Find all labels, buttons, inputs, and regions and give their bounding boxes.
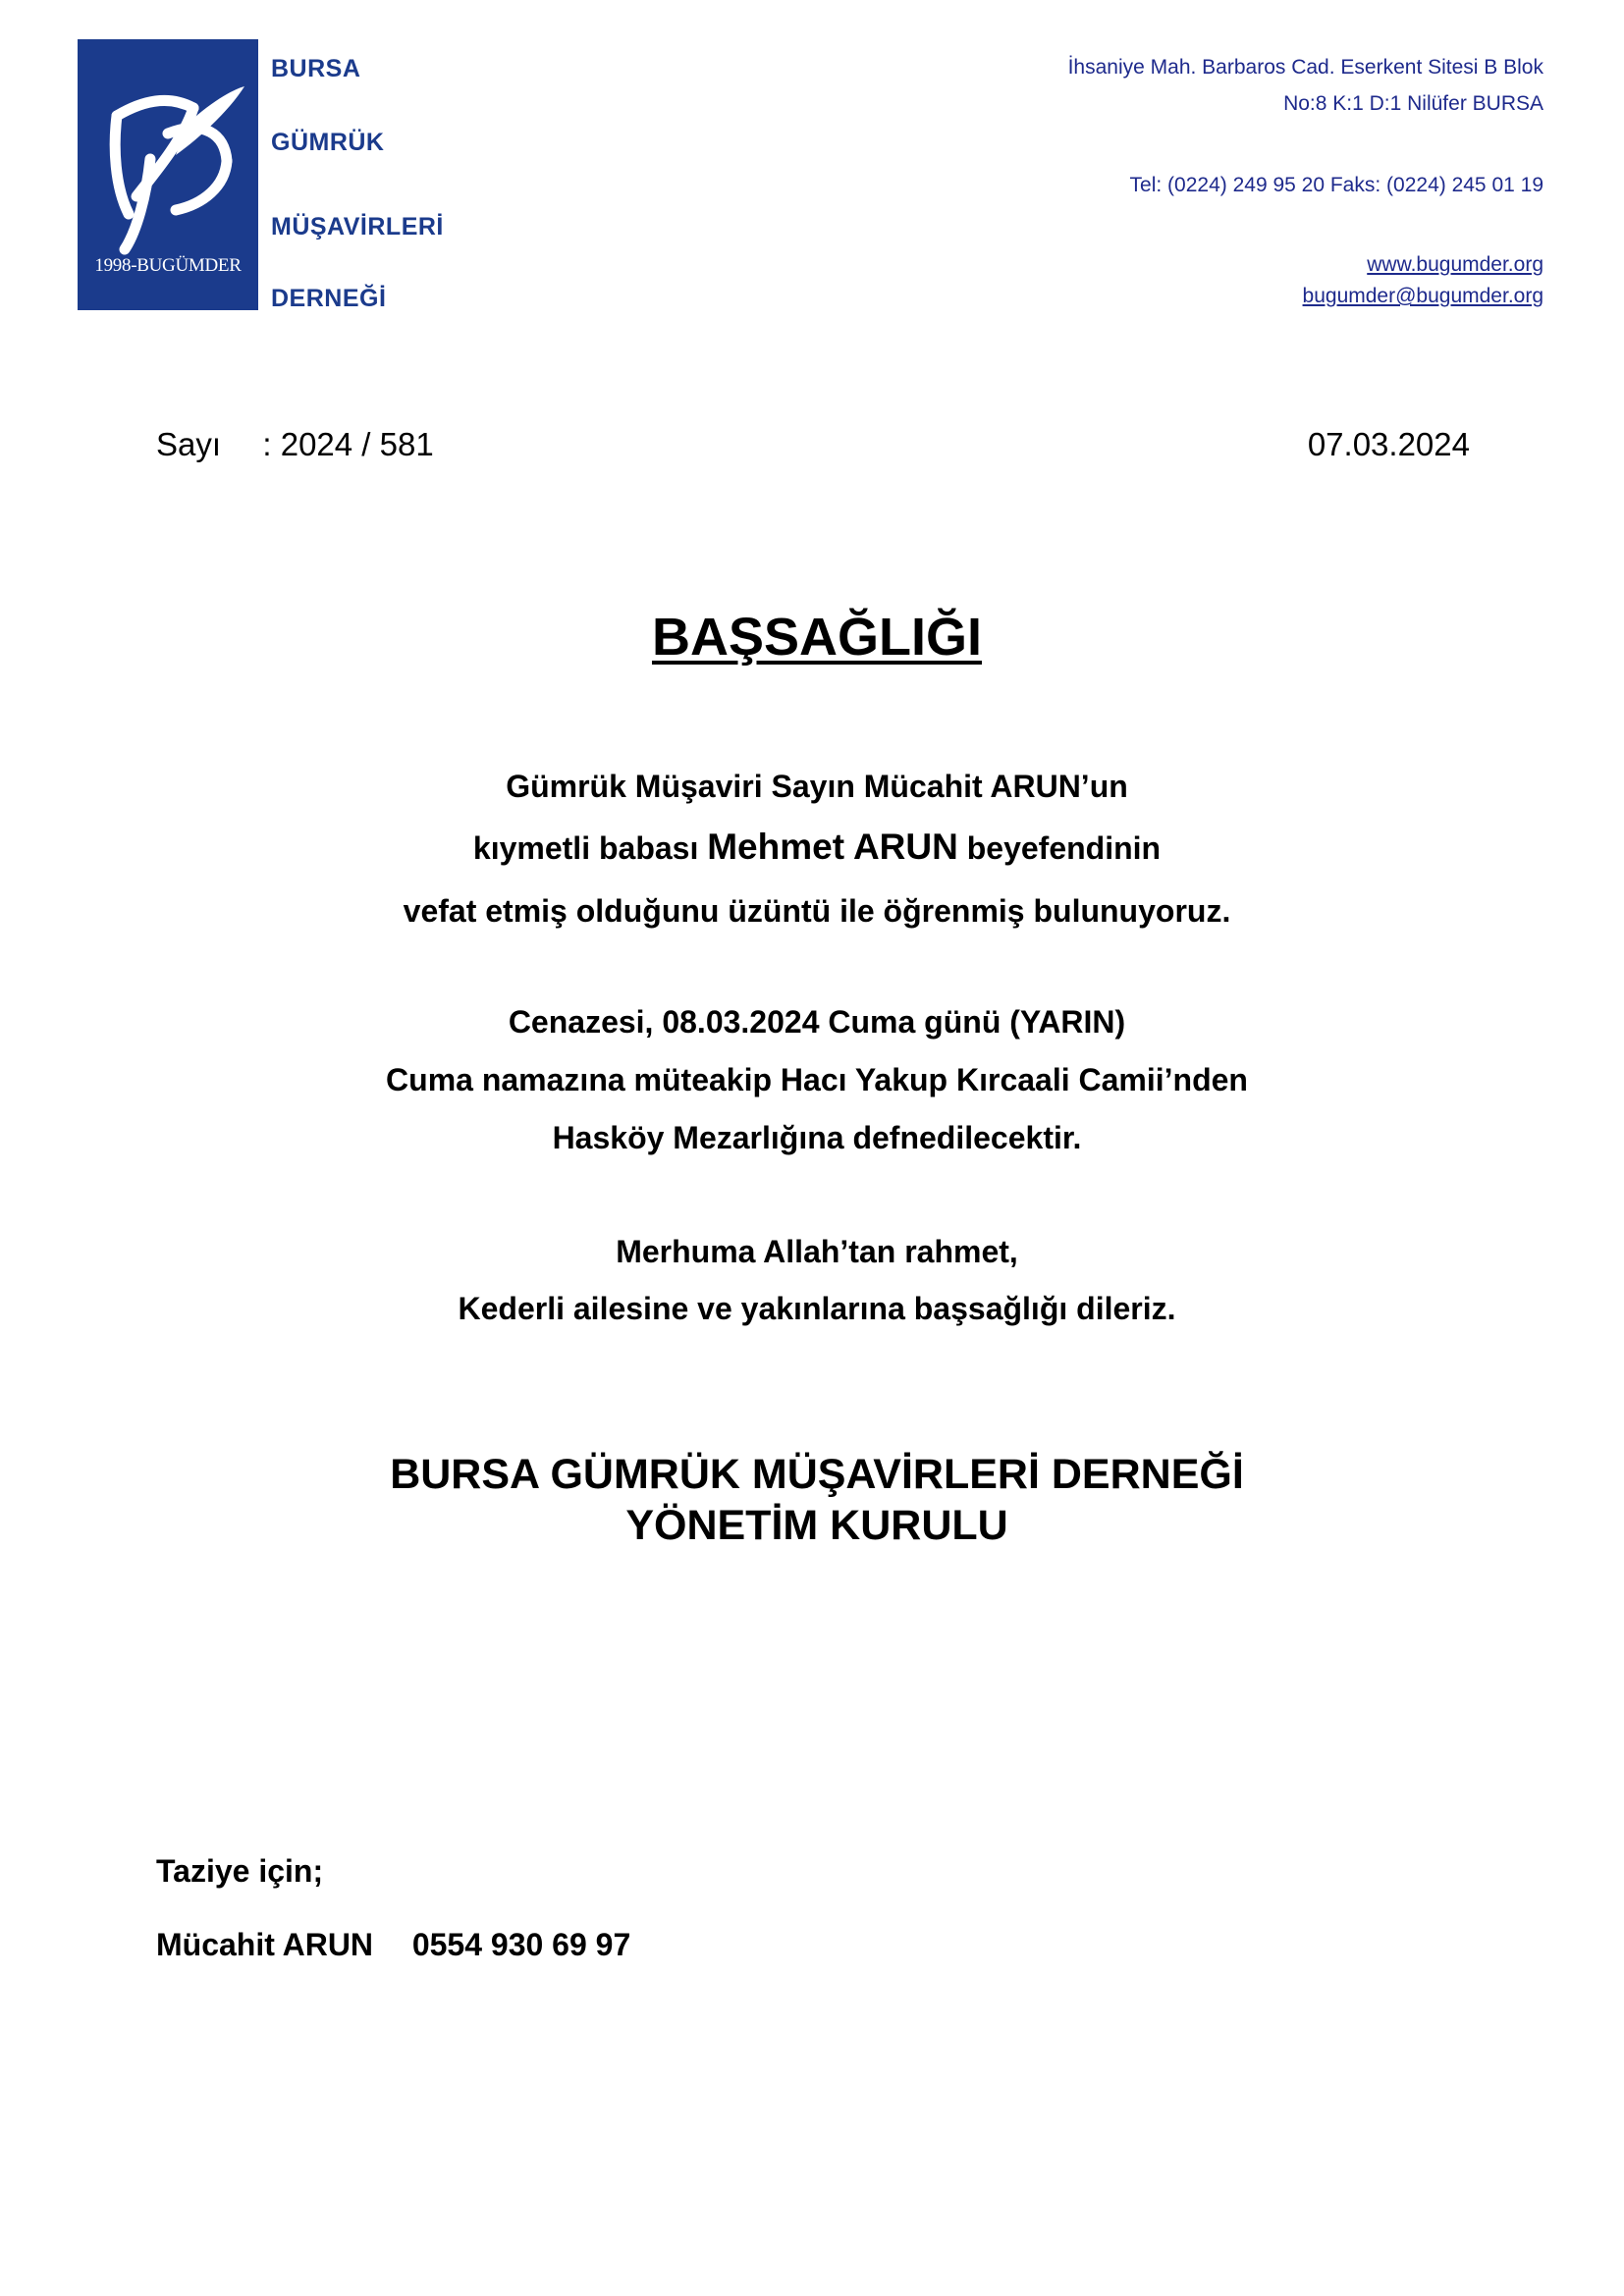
- number-label: Sayı: [156, 426, 222, 462]
- org-name-line-1: BURSA: [271, 55, 361, 82]
- document-number: [156, 426, 434, 463]
- para3-line1: Merhuma Allah’tan rahmet,: [616, 1234, 1018, 1269]
- para2-line3: Hasköy Mezarlığına defnedilecektir.: [552, 1120, 1082, 1155]
- para2-line2: Cuma namazına müteakip Hacı Yakup Kırcaali Camii’nden: [386, 1062, 1248, 1097]
- para1-line3: vefat etmiş olduğunu üzüntü ile öğrenmiş bulunuyoruz.: [403, 893, 1231, 929]
- para1-line1: Gümrük Müşaviri Sayın Mücahit ARUN’un: [506, 769, 1128, 804]
- email-link-wrap: [1303, 285, 1543, 308]
- phone-fax: Tel: (0224) 249 95 20 Faks: (0224) 245 01 19: [1129, 174, 1543, 196]
- signature-line2: YÖNETİM KURULU: [625, 1502, 1008, 1549]
- org-name-line-4: DERNEĞİ: [271, 285, 387, 312]
- contact-heading: Taziye için;: [156, 1853, 324, 1889]
- org-name-line-3: MÜŞAVİRLERİ: [271, 213, 444, 240]
- document-date: 07.03.2024: [1307, 426, 1470, 462]
- para2-line1: Cenazesi, 08.03.2024 Cuma günü (YARIN): [508, 1004, 1126, 1040]
- address-line-2: No:8 K:1 D:1 Nilüfer BURSA: [1283, 92, 1543, 115]
- deceased-name: Mehmet ARUN: [707, 827, 958, 867]
- contact-name: Mücahit ARUN: [156, 1927, 374, 1962]
- logo-caption: 1998-BUGÜMDER: [94, 255, 242, 276]
- association-logo: [78, 39, 258, 310]
- para1-line2-pre: kıymetli babası: [472, 830, 699, 866]
- para3-line2: Kederli ailesine ve yakınlarına başsağlığı dileriz.: [458, 1291, 1176, 1326]
- contact-details: [156, 1927, 630, 1963]
- number-value: : 2024 / 581: [262, 426, 434, 462]
- website-link[interactable]: www.bugumder.org: [1367, 253, 1543, 276]
- address-line-1: İhsaniye Mah. Barbaros Cad. Eserkent Sitesi B Blok: [1067, 56, 1543, 79]
- para1-line2: [0, 827, 1624, 868]
- contact-phone: 0554 930 69 97: [411, 1927, 631, 1962]
- org-name-line-2: GÜMRÜK: [271, 129, 385, 156]
- signature-line1: BURSA GÜMRÜK MÜŞAVİRLERİ DERNEĞİ: [390, 1451, 1244, 1498]
- email-link[interactable]: bugumder@bugumder.org: [1302, 285, 1543, 307]
- website-link-wrap: [1367, 253, 1543, 277]
- page-title: BAŞSAĞLIĞI: [651, 608, 983, 667]
- para1-line2-post: beyefendinin: [966, 830, 1162, 866]
